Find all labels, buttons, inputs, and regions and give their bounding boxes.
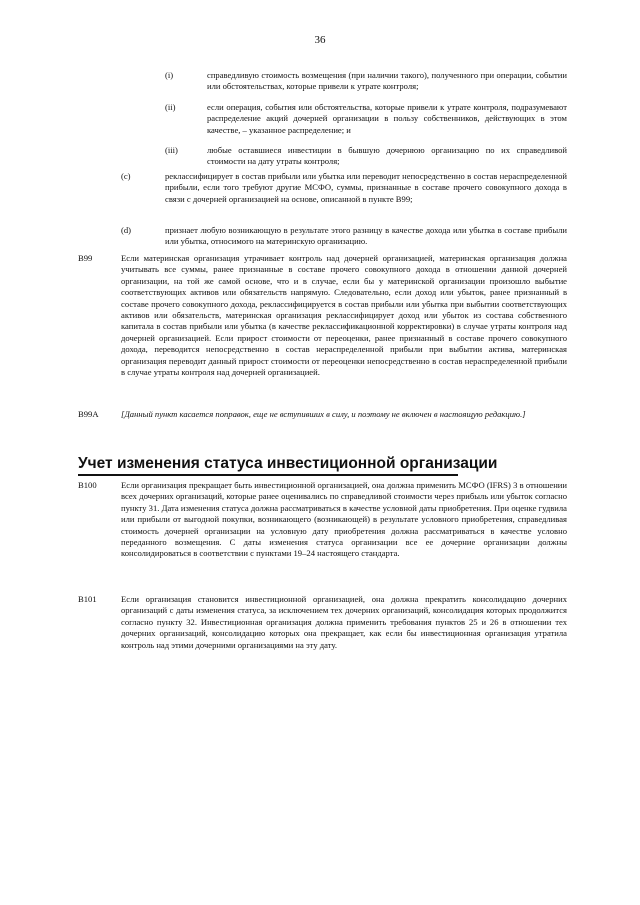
paragraph-label: B99A: [78, 409, 99, 419]
item-label: (iii): [165, 145, 178, 155]
paragraph-text: [Данный пункт касается поправок, еще не вступивших в силу, и поэтому не включен в настоящую редакцию.]: [121, 409, 526, 419]
item-text: признает любую возникающую в результате этого разницу в качестве дохода или убытка в составе прибыли или убытка, относимого на материнскую организацию.: [165, 225, 567, 247]
paragraph-text: Если организация прекращает быть инвестиционной организацией, она должна применить МСФО (IFRS) 3 в отношении всех дочерних организаций, которые ранее оценивались по справедливой стоимости через прибыль или убыток согласно пункту 31. Дата изменения статуса должна рассматриваться в качестве условной даты приобретения. При оценке гудвила или прибыли от выгодной покупки, возникающего (возникающей) в результате условного приобретения, справедливая стоимость дочерней организации на условную дату приобретения должна рассматриваться в качестве условно переданного возмещения. С даты изменения статуса организации все ее дочерние организации должны консолидироваться в соответствии с пунктами 19–24 настоящего стандарта.: [121, 480, 567, 559]
paragraph-label: B99: [78, 253, 93, 263]
paragraph-label: B100: [78, 480, 97, 490]
item-text: если операция, события или обстоятельства, которые привели к утрате контроля, подразумевают распределение акций дочерней организации в пользу собственников, действующих в этом качестве, – указанное распределение; и: [207, 102, 567, 135]
page-number: 36: [314, 34, 326, 46]
paragraph-label: B101: [78, 594, 97, 604]
item-label: (ii): [165, 102, 176, 112]
section-heading: Учет изменения статуса инвестиционной организации: [78, 455, 458, 476]
item-text: справедливую стоимость возмещения (при наличии такого), полученного при операции, событии или обстоятельствах, которые привели к утрате контроля;: [207, 70, 567, 92]
item-text: любые оставшиеся инвестиции в бывшую дочернюю организацию по их справедливой стоимости на дату утраты контроля;: [207, 145, 567, 167]
paragraph-text: Если материнская организация утрачивает контроль над дочерней организацией, материнская организация должна учитывать все суммы, ранее признанные в составе прочего совокупного дохода в отношении данной дочерней организации, на той же самой основе, что и в случае, если бы у материнской организации произошло выбытие соответствующих активов или обязательств напрямую. Следовательно, если доход или убыток, ранее признанный в составе прочего совокупного дохода, реклассифицируется в состав прибыли или убытка при выбытии соответствующих активов или обязательств, материнская организация реклассифицирует доход или убыток из состава собственного капитала в состав прибыли или убытка (в качестве реклассификационной корректировки) в случае утраты контроля над дочерней организацией. Если прирост стоимости от переоценки, ранее признанный в составе прочего совокупного дохода, переводится непосредственно в состав нераспределенной прибыли при выбытии актива, материнская организация переводит данный прирост стоимости от переоценки непосредственно в состав нераспределенной прибыли в случае утраты контроля над дочерней организацией.: [121, 253, 567, 378]
item-label: (d): [121, 225, 132, 235]
item-text: реклассифицирует в состав прибыли или убытка или переводит непосредственно в состав нераспределенной прибыли, если того требуют другие МСФО, суммы, признанные в составе прочего совокупного дохода в связи с дочерней организацией на основе, описанной в пункте B99;: [165, 171, 567, 204]
item-label: (c): [121, 171, 131, 181]
item-label: (i): [165, 70, 174, 80]
paragraph-text: Если организация становится инвестиционной организацией, она должна прекратить консолидацию дочерних организаций с даты изменения статуса, за исключением тех дочерних организаций, консолидация которых продолжится согласно пункту 32. Инвестиционная организация должна применить требования пунктов 25 и 26 в отношении тех дочерних организаций, консолидацию которых она прекращает, как если бы инвестиционная организация утратила контроль над этими дочерними организациями на эту дату.: [121, 594, 567, 650]
